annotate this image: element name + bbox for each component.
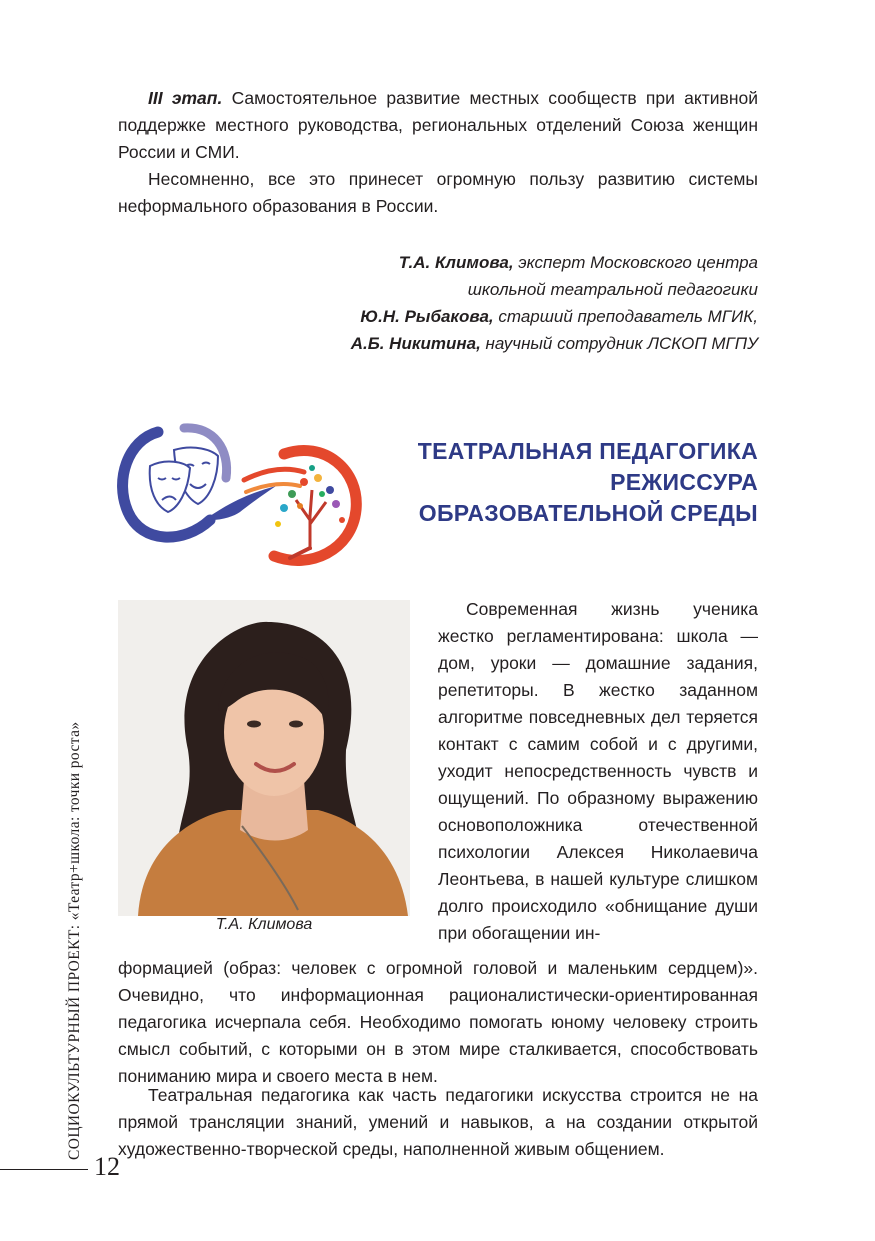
article-column-text: Современная жизнь ученика жестко регламентирована: школа — дом, уроки — домашние задания, репетиторы. В жестко заданном алгоритме повседневных дел теряется контакт с самим собой и с другими, уходит непосредственность чувств и ощущений. По образному выражению основоположника отечественной психологии Алексея Николаевича Леонтьева, в нашей культуре слишком долго происходило «обнищание души при обогащении ин- <box>438 599 758 943</box>
section-title-line-3: ОБРАЗОВАТЕЛЬНОЙ СРЕДЫ <box>418 500 758 526</box>
running-title: СОЦИОКУЛЬТУРНЫЙ ПРОЕКТ: «Театр+школа: точки роста» <box>66 721 83 1160</box>
theatre-pedagogy-logo <box>114 420 366 572</box>
conclusion-paragraph: Несомненно, все это принесет огромную пользу развитию системы неформального образования в России. <box>118 169 758 216</box>
section-title-line-2: РЕЖИССУРА <box>610 469 758 495</box>
stage-paragraph <box>118 85 758 166</box>
portrait-photo <box>118 600 410 916</box>
signature-1-cont: школьной театральной педагогики <box>467 280 758 299</box>
article-final-paragraph: Театральная педагогика как часть педагогики искусства строится не на прямой трансляции знаний, умений и навыков, а на создании открытой художественно-творческой среды, наполненной живым общением. <box>118 1085 758 1159</box>
signature-2: Ю.Н. Рыбакова, старший преподаватель МГИК, <box>360 307 758 326</box>
theatre-masks-icon <box>150 448 218 512</box>
stage-text: Самостоятельное развитие местных сообществ при активной поддержке местного руководства, региональных отделений Союза женщин России и СМИ. <box>118 88 759 162</box>
photo-caption: Т.А. Климова <box>215 916 313 933</box>
signature-1: Т.А. Климова, эксперт Московского центра <box>398 253 758 272</box>
signature-3: А.Б. Никитина, научный сотрудник ЛСКОП МГПУ <box>350 334 758 353</box>
footer-rule <box>0 1169 88 1170</box>
section-title-line-1: ТЕАТРАЛЬНАЯ ПЕДАГОГИКА <box>417 438 758 464</box>
article-wrap-text: формацией (образ: человек с огромной головой и маленьким сердцем)». Очевидно, что информационная рационалистически-ориентированная педагогика исчерпала себя. Необходимо помогать юному человеку строить смысл событий, с которыми он в этом мире сталкивается, способствовать пониманию мира и своего места в нем. <box>118 958 758 1086</box>
stage-label: III этап. <box>148 88 223 108</box>
page-number: 12 <box>94 1152 120 1181</box>
